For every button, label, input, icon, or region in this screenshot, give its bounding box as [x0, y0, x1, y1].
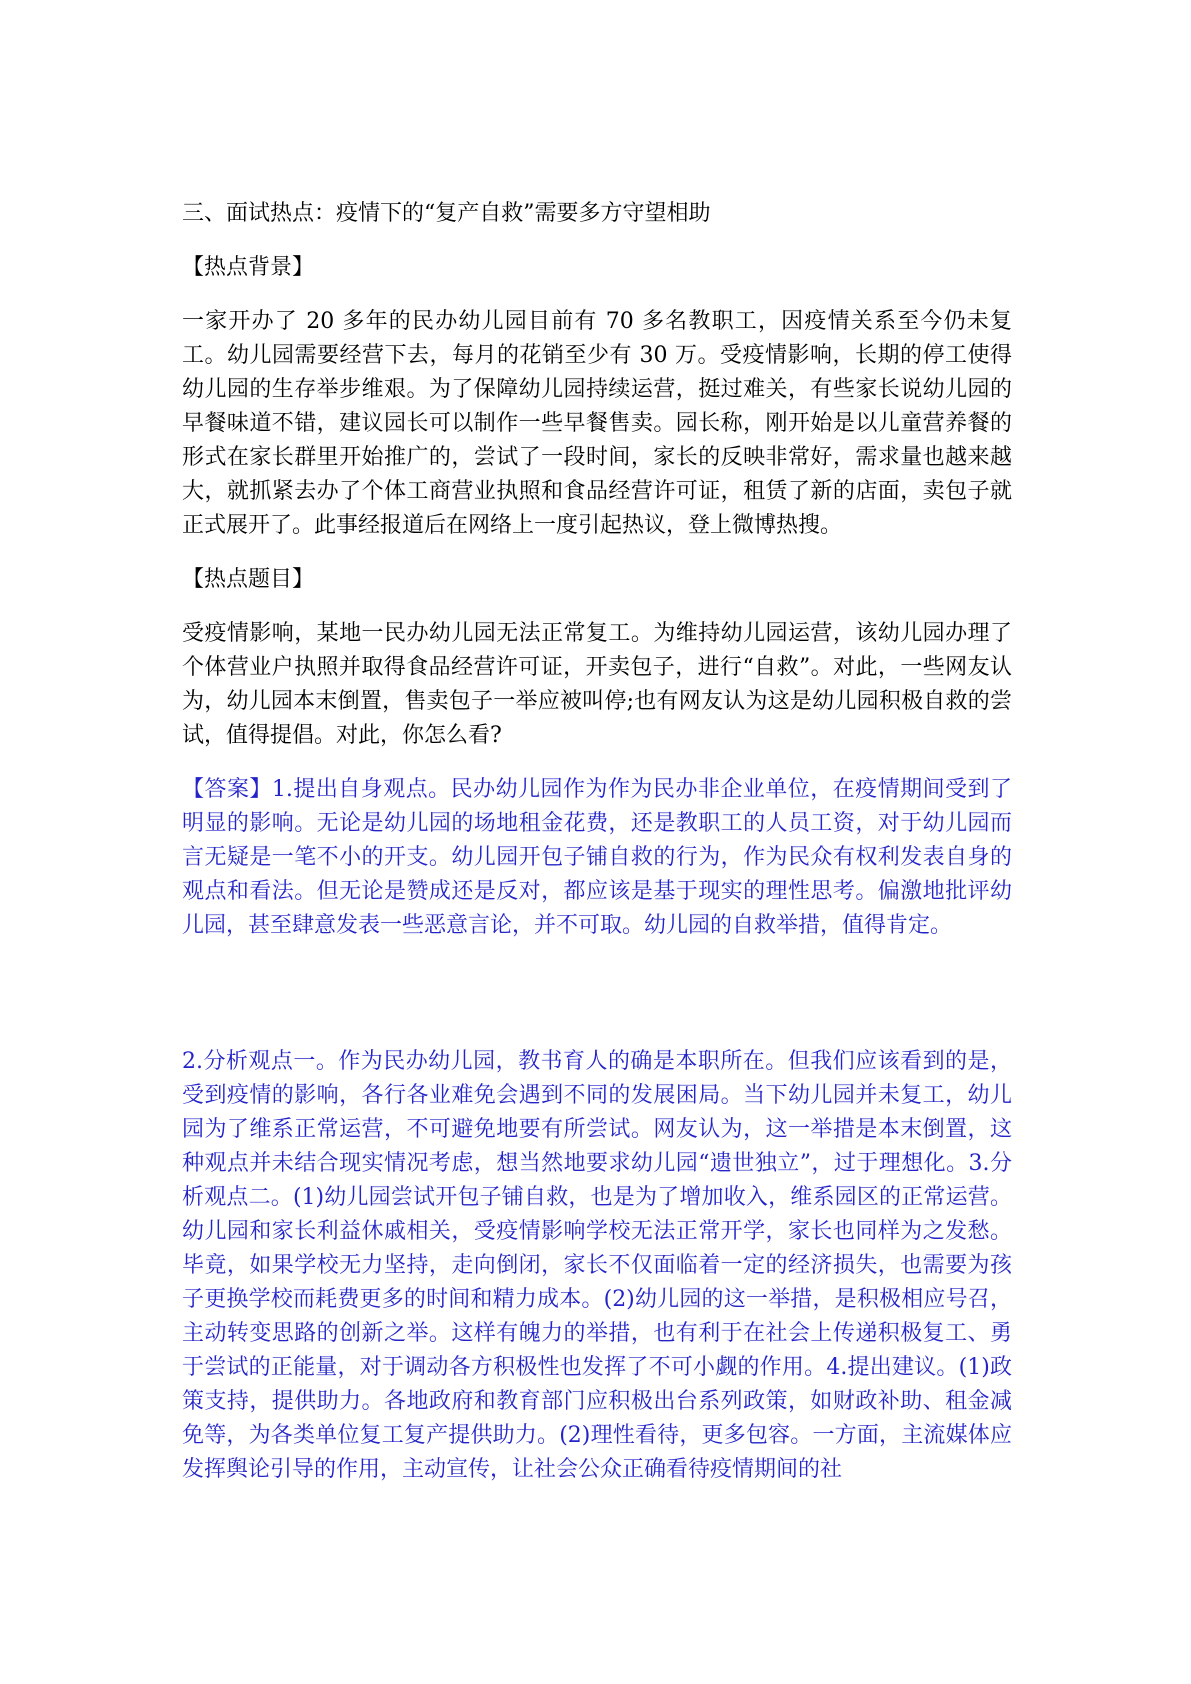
document-content	[182, 197, 1012, 1487]
question-label: 【热点题目】	[182, 567, 315, 592]
answer-paragraph-1: 【答案】1.提出自身观点。民办幼儿园作为作为民办非企业单位，在疫情期间受到了明显的影响。无论是幼儿园的场地租金花费，还是教职工的人员工资，对于幼儿园而言无疑是一笔不小的开支。幼儿园开包子铺自救的行为，作为民众有权利发表自身的观点和看法。但无论是赞成还是反对，都应该是基于现实的理性思考。偏激地批评幼儿园，甚至肆意发表一些恶意言论，并不可取。幼儿园的自救举措，值得肯定。	[182, 777, 1012, 938]
question-paragraph: 受疫情影响，某地一民办幼儿园无法正常复工。为维持幼儿园运营，该幼儿园办理了个体营业户执照并取得食品经营许可证，开卖包子，进行“自救”。对此，一些网友认为，幼儿园本末倒置，售卖包子一举应被叫停;也有网友认为这是幼儿园积极自救的尝试，值得提倡。对此，你怎么看?	[182, 621, 1012, 748]
section-title: 三、面试热点：疫情下的“复产自救”需要多方守望相助	[182, 201, 711, 226]
background-paragraph: 一家开办了 20 多年的民办幼儿园目前有 70 多名教职工，因疫情关系至今仍未复工。幼儿园需要经营下去，每月的花销至少有 30 万。受疫情影响，长期的停工使得幼儿园的生存举步维艰。为了保障幼儿园持续运营，挺过难关，有些家长说幼儿园的早餐味道不错，建议园长可以制作一些早餐售卖。园长称，刚开始是以儿童营养餐的形式在家长群里开始推广的，尝试了一段时间，家长的反映非常好，需求量也越来越大，就抓紧去办了个体工商营业执照和食品经营许可证，租赁了新的店面，卖包子就正式展开了。此事经报道后在网络上一度引起热议，登上微博热搜。	[182, 309, 1012, 538]
answer-paragraph-2: 2.分析观点一。作为民办幼儿园，教书育人的确是本职所在。但我们应该看到的是，受到疫情的影响，各行各业难免会遇到不同的发展困局。当下幼儿园并未复工，幼儿园为了维系正常运营，不可避免地要有所尝试。网友认为，这一举措是本末倒置，这种观点并未结合现实情况考虑，想当然地要求幼儿园“遗世独立”，过于理想化。3.分析观点二。(1)幼儿园尝试开包子铺自救，也是为了增加收入，维系园区的正常运营。幼儿园和家长利益休戚相关，受疫情影响学校无法正常开学，家长也同样为之发愁。毕竟，如果学校无力坚持，走向倒闭，家长不仅面临着一定的经济损失，也需要为孩子更换学校而耗费更多的时间和精力成本。(2)幼儿园的这一举措，是积极相应号召，主动转变思路的创新之举。这样有魄力的举措，也有利于在社会上传递积极复工、勇于尝试的正能量，对于调动各方积极性也发挥了不可小觑的作用。4.提出建议。(1)政策支持，提供助力。各地政府和教育部门应积极出台系列政策，如财政补助、租金减免等，为各类单位复工复产提供助力。(2)理性看待，更多包容。一方面，主流媒体应发挥舆论引导的作用，主动宣传，让社会公众正确看待疫情期间的社	[182, 1049, 1012, 1482]
paragraph-spacer	[182, 943, 1012, 1045]
background-label: 【热点背景】	[182, 255, 315, 280]
